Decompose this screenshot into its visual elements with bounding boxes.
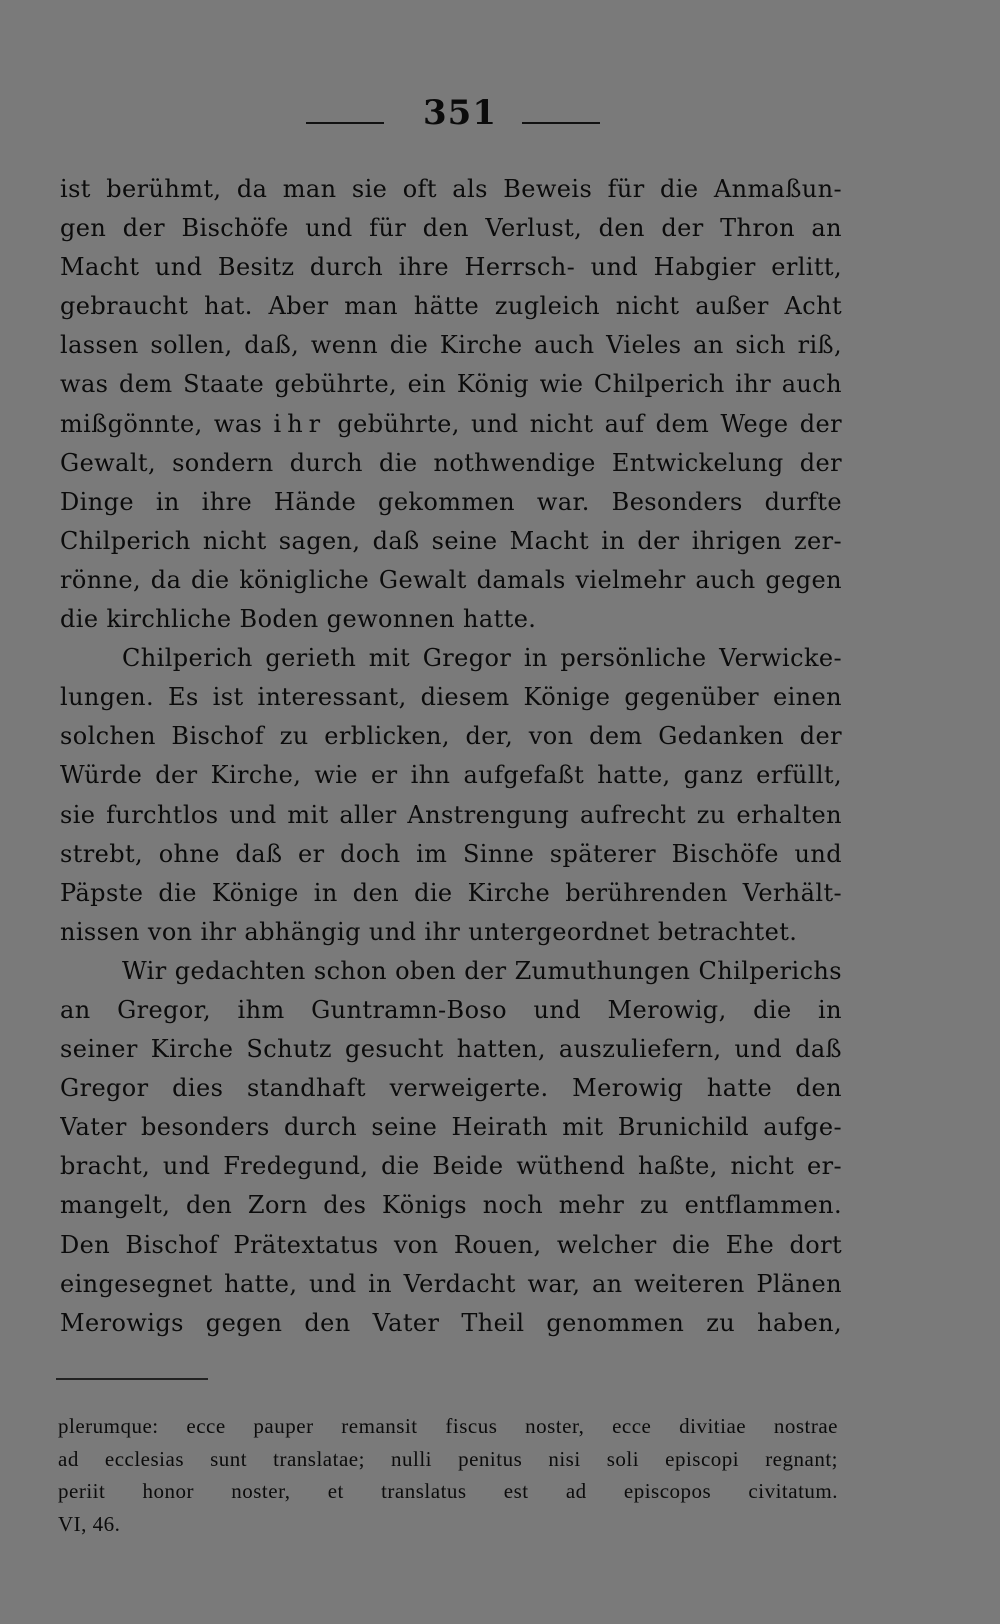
header-rule-left bbox=[306, 122, 384, 124]
page-header bbox=[0, 88, 1000, 148]
body-text bbox=[60, 170, 842, 1343]
text-segment: mißgönnte, was bbox=[60, 409, 263, 438]
text-line: Würde der Kirche, wie er ihn aufgefaßt hatte, ganz erfüllt, bbox=[60, 761, 842, 790]
text-line: rönne, da die königliche Gewalt damals vielmehr auch gegen bbox=[60, 565, 842, 594]
text-line: Dinge in ihre Hände gekommen war. Besonders durfte bbox=[60, 487, 842, 516]
text-line: Vater besonders durch seine Heirath mit Brunichild aufge- bbox=[60, 1113, 842, 1142]
text-line: solchen Bischof zu erblicken, der, von dem Gedanken der bbox=[60, 722, 842, 751]
text-line: was dem Staate gebührte, ein König wie Chilperich ihr auch bbox=[60, 370, 842, 399]
footnote-line: ad ecclesias sunt translatae; nulli penitus nisi soli episcopi regnant; bbox=[58, 1446, 838, 1471]
text-line: Päpste die Könige in den die Kirche berührenden Verhält- bbox=[60, 878, 842, 907]
text-line: Den Bischof Prätextatus von Rouen, welcher die Ehe dort bbox=[60, 1230, 842, 1259]
text-line: Gregor dies standhaft verweigerte. Merowig hatte den bbox=[60, 1074, 842, 1103]
text-line: nissen von ihr abhängig und ihr untergeordnet betrachtet. bbox=[60, 917, 798, 946]
text-line: mangelt, den Zorn des Königs noch mehr zu entflammen. bbox=[60, 1191, 842, 1220]
footnote-line: periit honor noster, et translatus est ad episcopos civitatum. bbox=[58, 1479, 838, 1503]
page-number: 351 bbox=[423, 93, 497, 133]
text-line: lungen. Es ist interessant, diesem Könige gegenüber einen bbox=[60, 683, 842, 712]
text-line: ist berühmt, da man sie oft als Beweis für die Anmaßun- bbox=[60, 175, 842, 203]
text-line: seiner Kirche Schutz gesucht hatten, auszuliefern, und daß bbox=[60, 1035, 842, 1064]
text-line: Chilperich nicht sagen, daß seine Macht in der ihrigen zer- bbox=[60, 526, 842, 555]
emphasized-word: ihr bbox=[273, 409, 327, 438]
text-line: sie furchtlos und mit aller Anstrengung aufrecht zu erhalten bbox=[60, 800, 842, 829]
text-line: bracht, und Fredegund, die Beide wüthend haßte, nicht er- bbox=[60, 1152, 842, 1181]
text-line: eingesegnet hatte, und in Verdacht war, an weiteren Plänen bbox=[60, 1269, 842, 1298]
footnote-divider bbox=[56, 1378, 208, 1380]
text-segment: gebührte, und nicht auf dem Wege der bbox=[337, 409, 842, 438]
paragraph-start-line: Chilperich gerieth mit Gregor in persönliche Verwicke- bbox=[122, 644, 842, 673]
text-line: gebraucht hat. Aber man hätte zugleich nicht außer Acht bbox=[60, 292, 842, 321]
text-line: lassen sollen, daß, wenn die Kirche auch Vieles an sich riß, bbox=[60, 331, 842, 360]
footnote-line: plerumque: ecce pauper remansit fiscus noster, ecce divitiae nostrae bbox=[58, 1414, 838, 1438]
paragraph-start-line: Wir gedachten schon oben der Zumuthungen Chilperichs bbox=[122, 956, 842, 985]
text-line: die kirchliche Boden gewonnen hatte. bbox=[60, 605, 537, 634]
text-line: gen der Bischöfe und für den Verlust, den der Thron an bbox=[60, 214, 842, 243]
text-line: Merowigs gegen den Vater Theil genommen zu haben, bbox=[60, 1308, 842, 1337]
text-line: strebt, ohne daß er doch im Sinne späterer Bischöfe und bbox=[60, 839, 842, 868]
header-rule-right bbox=[522, 122, 600, 124]
text-line: an Gregor, ihm Guntramn-Boso und Merowig, die in bbox=[60, 995, 842, 1024]
text-line: Gewalt, sondern durch die nothwendige Entwickelung der bbox=[60, 448, 842, 477]
text-line: Macht und Besitz durch ihre Herrsch- und Habgier erlitt, bbox=[60, 253, 842, 282]
text-line bbox=[60, 405, 842, 444]
footnote bbox=[58, 1410, 838, 1540]
footnote-line: VI, 46. bbox=[58, 1511, 121, 1536]
